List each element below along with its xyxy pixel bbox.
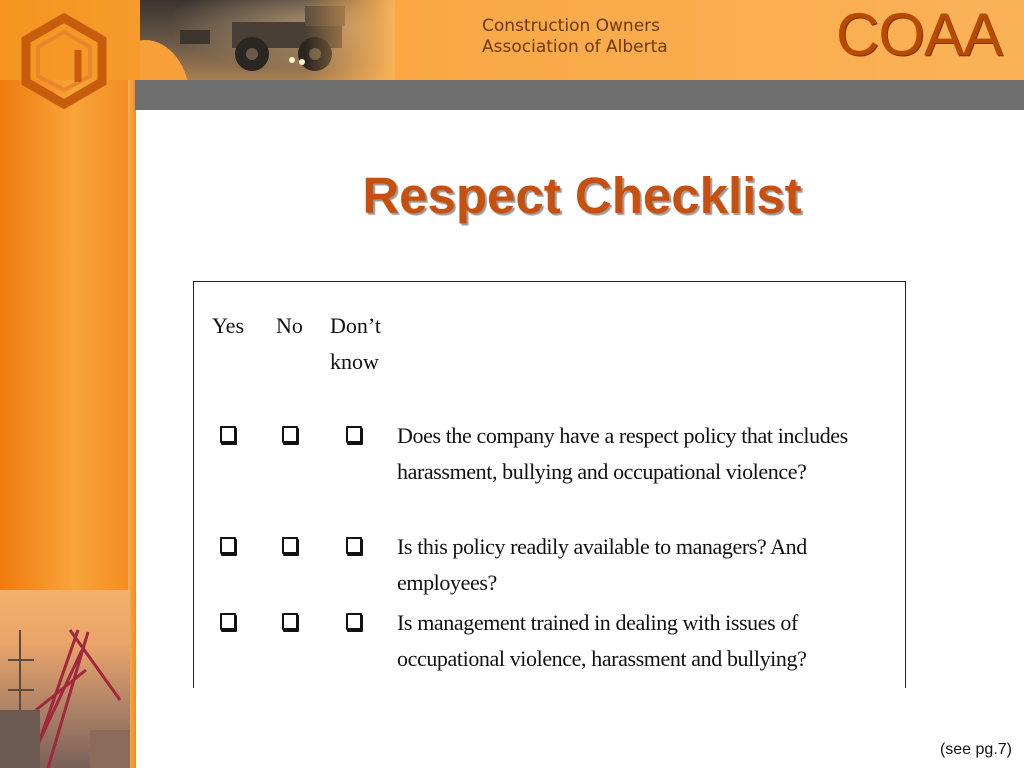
checklist-question: Is this policy readily available to managers? And employees? bbox=[397, 534, 807, 595]
respect-checklist-document bbox=[193, 281, 906, 688]
checkbox-dont-know[interactable] bbox=[346, 426, 362, 443]
checkbox-no[interactable] bbox=[282, 426, 298, 443]
header-photo-haul-truck bbox=[140, 0, 395, 80]
coaa-hexagon-logo-icon bbox=[14, 10, 114, 110]
checkbox-no[interactable] bbox=[282, 613, 298, 630]
construction-crane-photo bbox=[0, 590, 130, 768]
crane-image bbox=[0, 590, 130, 768]
column-header-no: No bbox=[276, 313, 303, 338]
page-reference-footnote: (see pg.7) bbox=[939, 741, 1012, 758]
slide-title: Respect Checklist bbox=[362, 167, 802, 224]
checkbox-no[interactable] bbox=[282, 537, 298, 554]
checklist-question: Does the company have a respect policy that includes harassment, bullying and occupational violence? bbox=[397, 423, 848, 484]
column-header-dont-know: Don’t know bbox=[330, 313, 381, 374]
coaa-wordmark: COAA bbox=[836, 1, 1003, 68]
organization-name bbox=[482, 16, 668, 58]
org-name-line1: Construction Owners bbox=[482, 16, 661, 36]
checkbox-dont-know[interactable] bbox=[346, 537, 362, 554]
checkbox-dont-know[interactable] bbox=[346, 613, 362, 630]
checklist-question: Is management trained in dealing with issues of occupational violence, harassment and bullying? bbox=[397, 610, 807, 671]
checkbox-yes[interactable] bbox=[220, 426, 236, 443]
column-header-yes: Yes bbox=[212, 313, 245, 338]
checkbox-yes[interactable] bbox=[220, 613, 236, 630]
checkbox-yes[interactable] bbox=[220, 537, 236, 554]
header-divider-bar bbox=[135, 80, 1024, 110]
org-name-line2: Association of Alberta bbox=[482, 37, 668, 57]
